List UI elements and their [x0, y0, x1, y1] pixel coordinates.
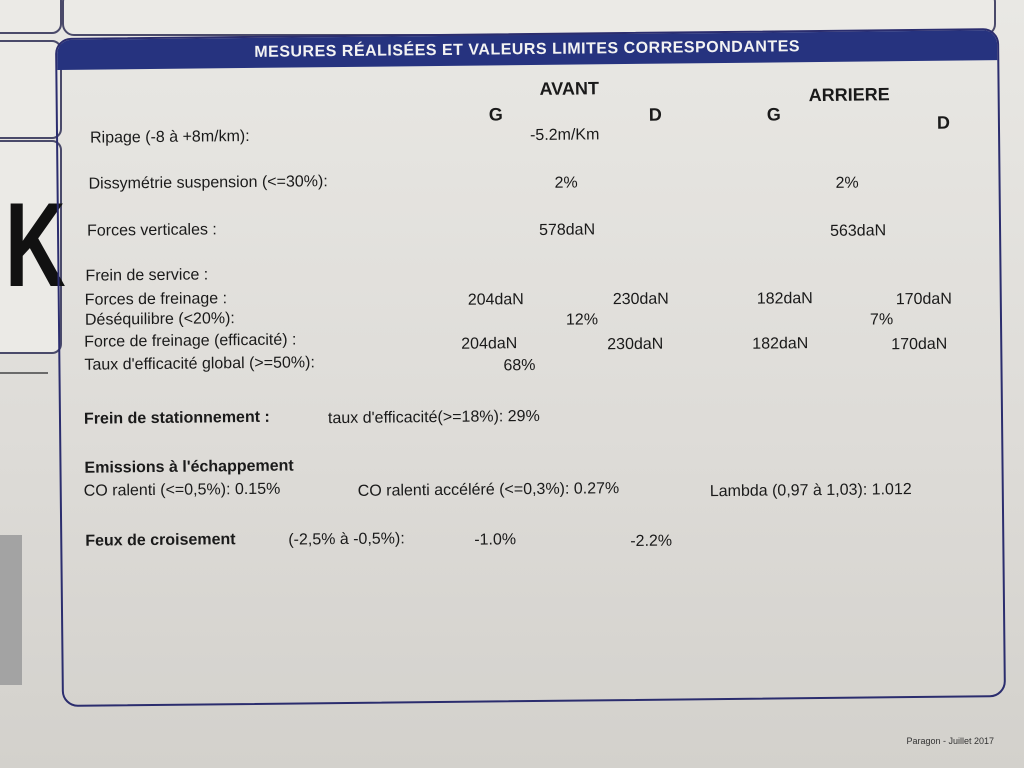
footer-note: Paragon - Juillet 2017 — [906, 736, 994, 746]
dissymetrie-avant: 2% — [554, 174, 578, 192]
frein-service-title: Frein de service : — [85, 266, 209, 285]
forces-freinage-arriere-d: 170daN — [895, 290, 952, 309]
feux-gauche: -1.0% — [474, 531, 517, 549]
emissions-title: Emissions à l'échappement — [84, 457, 294, 477]
column-arriere-d: D — [936, 112, 951, 133]
lambda: Lambda (0,97 à 1,03): 1.012 — [709, 481, 912, 501]
efficacite-avant-g: 204daN — [461, 335, 518, 353]
frein-stationnement-title: Frein de stationnement : — [83, 408, 270, 428]
form-fragment-box — [0, 0, 62, 34]
co-ralenti: CO ralenti (<=0,5%): 0.15% — [83, 480, 281, 500]
frein-stationnement-value: taux d'efficacité(>=18%): 29% — [327, 407, 540, 428]
dissymetrie-label: Dissymétrie suspension (<=30%): — [88, 173, 328, 193]
forces-verticales-avant: 578daN — [538, 221, 596, 239]
panel-header: MESURES RÉALISÉES ET VALEURS LIMITES CORRESPONDANTES — [57, 30, 997, 70]
co-ralenti-accelere: CO ralenti accéléré (<=0,3%): 0.27% — [357, 480, 620, 500]
ripage-value: -5.2m/Km — [529, 126, 600, 145]
desequilibre-avant: 12% — [565, 311, 599, 329]
column-avant-d: D — [648, 104, 662, 125]
taux-global-value: 68% — [503, 356, 536, 375]
desequilibre-label: Déséquilibre (<20%): — [84, 310, 235, 329]
forces-freinage-avant-d: 230daN — [612, 290, 669, 309]
margin-gray-block — [0, 535, 22, 685]
feux-title: Feux de croisement — [85, 531, 236, 550]
margin-line — [0, 372, 48, 374]
forces-freinage-label: Forces de freinage : — [84, 290, 228, 309]
feux-limits: (-2,5% à -0,5%): — [288, 530, 405, 549]
measurements-panel — [55, 28, 1006, 707]
check-mark-x: K — [5, 178, 66, 312]
feux-droite: -2.2% — [630, 532, 673, 551]
efficacite-avant-d: 230daN — [607, 335, 664, 354]
forces-freinage-arriere-g: 182daN — [756, 290, 813, 308]
efficacite-arriere-g: 182daN — [752, 335, 809, 353]
dissymetrie-arriere: 2% — [835, 174, 859, 192]
efficacite-label: Force de freinage (efficacité) : — [84, 331, 297, 351]
desequilibre-arriere: 7% — [869, 311, 894, 329]
ripage-label: Ripage (-8 à +8m/km): — [89, 127, 250, 147]
column-avant: AVANT — [539, 78, 599, 99]
column-arriere-g: G — [766, 104, 781, 125]
column-avant-g: G — [488, 104, 503, 125]
form-fragment-box — [0, 40, 62, 139]
column-arriere: ARRIERE — [808, 84, 890, 106]
taux-global-label: Taux d'efficacité global (>=50%): — [84, 354, 315, 374]
forces-verticales-arriere: 563daN — [829, 222, 887, 240]
forces-verticales-label: Forces verticales : — [86, 221, 217, 240]
efficacite-arriere-d: 170daN — [891, 335, 948, 354]
forces-freinage-avant-g: 204daN — [467, 291, 524, 309]
